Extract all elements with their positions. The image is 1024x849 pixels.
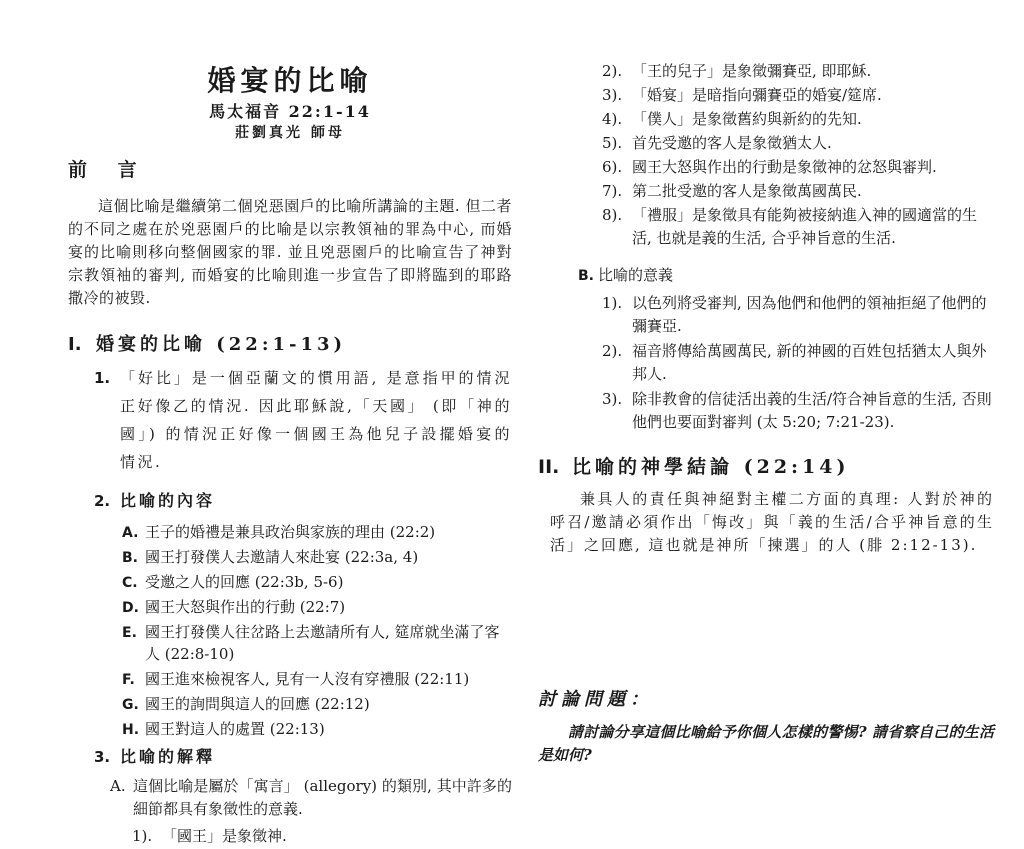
list-item <box>122 668 512 690</box>
list-item-label: 6). <box>602 158 623 176</box>
list-item <box>122 521 512 543</box>
list-item-label: E. <box>122 625 137 641</box>
list-item-label: C. <box>122 575 138 591</box>
list-item-label: A. <box>122 525 139 541</box>
meaning-title: 比喻的意義 <box>598 266 674 284</box>
symbols-list-start <box>68 825 512 848</box>
list-item <box>122 693 512 715</box>
list-item-label: 7). <box>602 182 623 200</box>
meaning-list <box>538 292 994 434</box>
scripture-reference: 馬太福音 22:1-14 <box>209 102 371 121</box>
right-column <box>538 60 994 767</box>
point-3-title: 比喻的解釋 <box>120 747 216 766</box>
section-2-heading <box>538 452 994 479</box>
list-item <box>122 546 512 568</box>
preface-paragraph: 這個比喻是繼續第二個兇惡園戶的比喻所講論的主題. 但二者的不同之處在於兇惡園戶的比喻是以宗教領袖的罪為中心, 而婚宴的比喻則移向整個國家的罪. 並且兇惡園戶的比喻宣告了神對宗教領袖的審判, 而婚宴的比喻則進一步宣告了即將臨到的耶路撒冷的被毀. <box>68 197 512 307</box>
list-item-label: H. <box>122 722 140 738</box>
interpretation-sub-a <box>68 775 512 821</box>
list-item-text: 國王進來檢視客人, 見有一人沒有穿禮服 (22:11) <box>145 670 470 688</box>
list-item-text: 國王的詢問與這人的回應 (22:12) <box>145 695 370 713</box>
list-item <box>602 180 994 203</box>
list-item-text: 國王打發僕人往岔路上去邀請所有人, 筵席就坐滿了客人 (22:8-10) <box>145 623 500 663</box>
list-item <box>602 292 994 338</box>
point-2-heading <box>68 488 512 511</box>
list-item-text: 國王對這人的處置 (22:13) <box>145 720 325 738</box>
left-column <box>68 64 512 849</box>
list-item-text: 以色列將受審判, 因為他們和他們的領袖拒絕了他們的彌賽亞. <box>632 294 987 335</box>
point-1-label: 1. <box>94 369 111 387</box>
list-item <box>122 571 512 593</box>
list-item-text: 「婚宴」是暗指向彌賽亞的婚宴/筵席. <box>632 86 882 104</box>
list-item <box>602 84 994 107</box>
parable-content-list <box>68 521 512 740</box>
section-2-title: 比喻的神學結論 (22:14) <box>572 456 850 478</box>
sub-item-text: 這個比喻是屬於「寓言」 (allegory) 的類別, 其中許多的細節都具有象徵性的意義. <box>133 777 512 818</box>
page-title: 婚宴的比喻 <box>207 64 373 97</box>
list-item <box>602 340 994 386</box>
document-header <box>68 64 512 142</box>
discussion-question: 請討論分享這個比喻給予你個人怎樣的警惕? 請省察自己的生活是如何? <box>538 723 994 764</box>
list-item-text: 「僕人」是象徵舊約與新約的先知. <box>632 110 862 128</box>
list-item-text: 受邀之人的回應 (22:3b, 5-6) <box>145 573 344 591</box>
list-item-text: 「國王」是象徵神. <box>162 827 287 845</box>
theology-paragraph: 兼具人的責任與神絕對主權二方面的真理: 人對於神的呼召/邀請必須作出「悔改」與「義的生活/合乎神旨意的生活」之回應, 這也就是神所「揀選」的人 (腓 2:12-13). <box>550 490 994 554</box>
list-item-text: 「王的兒子」是象徵彌賽亞, 即耶穌. <box>632 62 872 80</box>
point-1 <box>68 364 512 476</box>
list-item-text: 首先受邀的客人是象徵猶太人. <box>632 134 832 152</box>
list-item <box>122 718 512 740</box>
list-item-label: 8). <box>602 206 623 224</box>
point-2-label: 2. <box>94 492 111 510</box>
preface-heading: 前 言 <box>68 159 149 181</box>
list-item-label: 2). <box>602 342 623 360</box>
point-2-title: 比喻的內容 <box>120 491 216 510</box>
meaning-label: B. <box>578 268 594 284</box>
section-1-heading <box>68 330 512 356</box>
list-item-text: 「禮服」是象徵具有能夠被接納進入神的國適當的生活, 也就是義的生活, 合乎神旨意的生活. <box>632 206 978 247</box>
point-3-label: 3. <box>94 748 111 766</box>
section-2-numeral: II. <box>538 456 560 478</box>
meaning-heading <box>538 264 994 286</box>
list-item-label: 1). <box>132 827 153 845</box>
list-item-text: 國王大怒與作出的行動是象徵神的忿怒與審判. <box>632 158 937 176</box>
point-3-heading <box>68 744 512 767</box>
list-item-label: G. <box>122 697 139 713</box>
list-item <box>602 108 994 131</box>
list-item <box>602 156 994 179</box>
list-item-label: 4). <box>602 110 623 128</box>
list-item <box>132 825 512 848</box>
list-item <box>122 596 512 618</box>
list-item-label: 2). <box>602 62 623 80</box>
list-item-label: 1). <box>602 294 623 312</box>
list-item <box>602 388 994 434</box>
list-item-text: 王子的婚禮是兼具政治與家族的理由 (22:2) <box>145 523 436 541</box>
list-item <box>122 621 512 665</box>
symbols-list-continued <box>538 60 994 250</box>
list-item-text: 第二批受邀的客人是象徵萬國萬民. <box>632 182 862 200</box>
author-line: 莊劉真光 師母 <box>235 125 345 141</box>
point-1-text: 「好比」是一個亞蘭文的慣用語, 是意指甲的情況正好像乙的情況. 因此耶穌說,「天國」 (即「神的國」) 的情況正好像一個國王為他兒子設擺婚宴的情況. <box>120 369 512 471</box>
list-item-text: 國王大怒與作出的行動 (22:7) <box>145 598 346 616</box>
list-item-label: 3). <box>602 86 623 104</box>
sub-item-label: A. <box>110 777 126 795</box>
list-item-text: 除非教會的信徒活出義的生活/符合神旨意的生活, 否則他們也要面對審判 (太 5:20; 7:21-23). <box>632 390 992 431</box>
list-item <box>602 60 994 83</box>
section-1-title: 婚宴的比喻 (22:1-13) <box>96 334 347 355</box>
list-item-text: 福音將傳給萬國萬民, 新的神國的百姓包括猶太人與外邦人. <box>632 342 987 383</box>
list-item-label: 5). <box>602 134 623 152</box>
list-item-label: D. <box>122 600 139 616</box>
discussion-heading: 討論問題： <box>538 689 653 710</box>
list-item-label: B. <box>122 550 138 566</box>
discussion-block <box>538 685 994 767</box>
list-item <box>602 132 994 155</box>
list-item-label: 3). <box>602 390 623 408</box>
list-item-text: 國王打發僕人去邀請人來赴宴 (22:3a, 4) <box>145 548 419 566</box>
list-item-label: F. <box>122 672 135 688</box>
list-item <box>602 204 994 250</box>
section-1-numeral: I. <box>68 334 82 355</box>
